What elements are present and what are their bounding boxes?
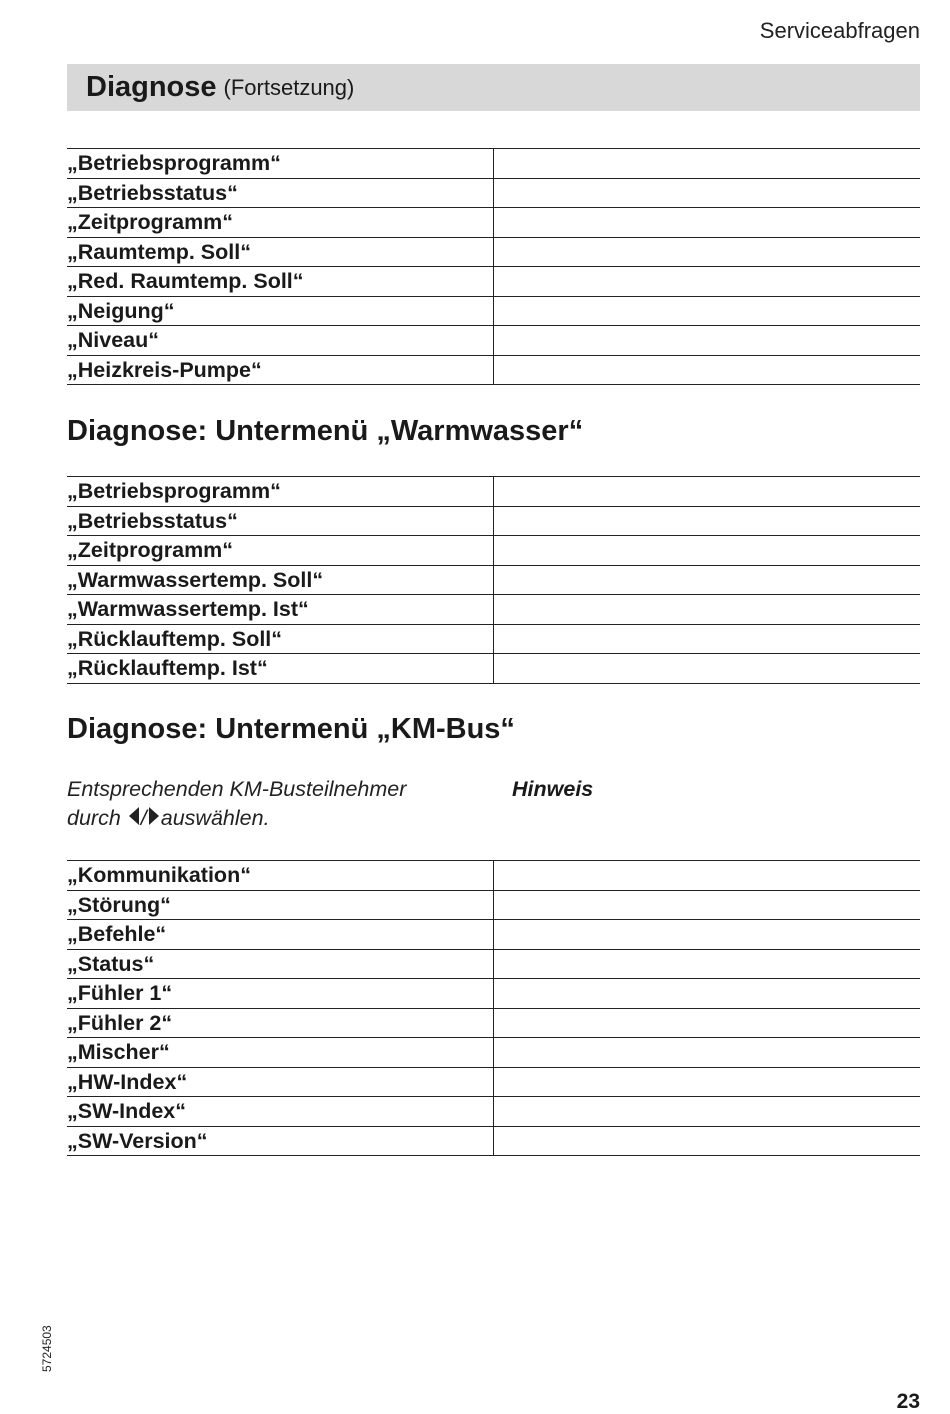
row-label: „Fühler 2“ <box>67 1009 494 1038</box>
row-label: „Rücklauftemp. Soll“ <box>67 625 494 654</box>
row-value <box>494 979 920 1008</box>
table-row <box>67 861 920 891</box>
page-subtitle: (Fortsetzung) <box>223 74 355 100</box>
row-value <box>494 1068 920 1097</box>
table-row <box>67 979 920 1009</box>
row-label: „Betriebsstatus“ <box>67 179 494 208</box>
document-code: 5724503 <box>40 1325 54 1372</box>
row-label: „Betriebsprogramm“ <box>67 477 494 506</box>
row-value <box>494 595 920 624</box>
row-label: „Betriebsprogramm“ <box>67 149 494 178</box>
row-value <box>494 267 920 296</box>
table-row <box>67 536 920 566</box>
section-heading-warmwasser: Diagnose: Untermenü „Warmwasser“ <box>67 415 584 447</box>
instruction-prefix: durch <box>67 806 121 830</box>
hint-label: Hinweis <box>512 777 594 801</box>
row-label: „Betriebsstatus“ <box>67 507 494 536</box>
row-label: „Störung“ <box>67 891 494 920</box>
table-row <box>67 238 920 268</box>
instruction-separator: / <box>140 806 147 830</box>
row-value <box>494 891 920 920</box>
row-value <box>494 208 920 237</box>
row-label: „Rücklauftemp. Ist“ <box>67 654 494 683</box>
row-label: „Heizkreis-Pumpe“ <box>67 356 494 385</box>
instruction-line-1: Entsprechenden KM-Busteilnehmer <box>67 777 407 801</box>
instruction-suffix: auswählen. <box>160 806 270 830</box>
row-value <box>494 536 920 565</box>
row-value <box>494 566 920 595</box>
row-value <box>494 1097 920 1126</box>
row-value <box>494 238 920 267</box>
table-row <box>67 654 920 684</box>
row-label: „Warmwassertemp. Ist“ <box>67 595 494 624</box>
row-value <box>494 149 920 178</box>
row-label: „Warmwassertemp. Soll“ <box>67 566 494 595</box>
row-value <box>494 356 920 385</box>
row-label: „HW-Index“ <box>67 1068 494 1097</box>
instruction-line-2 <box>67 804 406 834</box>
table-row <box>67 1097 920 1127</box>
table-row <box>67 566 920 596</box>
row-label: „Zeitprogramm“ <box>67 536 494 565</box>
section-heading-km-bus: Diagnose: Untermenü „KM-Bus“ <box>67 713 515 745</box>
warmwasser-table <box>67 476 920 684</box>
diagnose-table <box>67 148 920 385</box>
table-row <box>67 595 920 625</box>
arrow-right-icon <box>147 805 161 834</box>
row-value <box>494 179 920 208</box>
table-row <box>67 1127 920 1157</box>
table-row <box>67 1038 920 1068</box>
row-label: „SW-Index“ <box>67 1097 494 1126</box>
table-row <box>67 891 920 921</box>
table-row <box>67 326 920 356</box>
row-label: „Neigung“ <box>67 297 494 326</box>
row-value <box>494 1038 920 1067</box>
running-header: Serviceabfragen <box>759 18 920 43</box>
row-value <box>494 861 920 890</box>
row-value <box>494 950 920 979</box>
row-value <box>494 477 920 506</box>
row-label: „Zeitprogramm“ <box>67 208 494 237</box>
table-row <box>67 149 920 179</box>
table-row <box>67 267 920 297</box>
arrow-left-icon <box>127 805 141 834</box>
row-value <box>494 625 920 654</box>
instruction-text <box>67 775 406 834</box>
table-row <box>67 625 920 655</box>
row-label: „Mischer“ <box>67 1038 494 1067</box>
row-label: „Red. Raumtemp. Soll“ <box>67 267 494 296</box>
table-row <box>67 477 920 507</box>
table-row <box>67 950 920 980</box>
page-number: 23 <box>896 1390 920 1413</box>
row-value <box>494 1127 920 1156</box>
row-label: „SW-Version“ <box>67 1127 494 1156</box>
title-bar <box>67 64 920 111</box>
km-bus-table <box>67 860 920 1156</box>
row-label: „Status“ <box>67 950 494 979</box>
table-row <box>67 1068 920 1098</box>
row-label: „Raumtemp. Soll“ <box>67 238 494 267</box>
row-value <box>494 507 920 536</box>
row-value <box>494 1009 920 1038</box>
row-value <box>494 920 920 949</box>
row-value <box>494 297 920 326</box>
row-label: „Niveau“ <box>67 326 494 355</box>
page-title: Diagnose <box>86 71 217 103</box>
row-label: „Kommunikation“ <box>67 861 494 890</box>
table-row <box>67 179 920 209</box>
row-label: „Befehle“ <box>67 920 494 949</box>
row-label: „Fühler 1“ <box>67 979 494 1008</box>
table-row <box>67 507 920 537</box>
row-value <box>494 326 920 355</box>
table-row <box>67 920 920 950</box>
table-row <box>67 356 920 386</box>
table-row <box>67 297 920 327</box>
table-row <box>67 1009 920 1039</box>
row-value <box>494 654 920 683</box>
table-row <box>67 208 920 238</box>
